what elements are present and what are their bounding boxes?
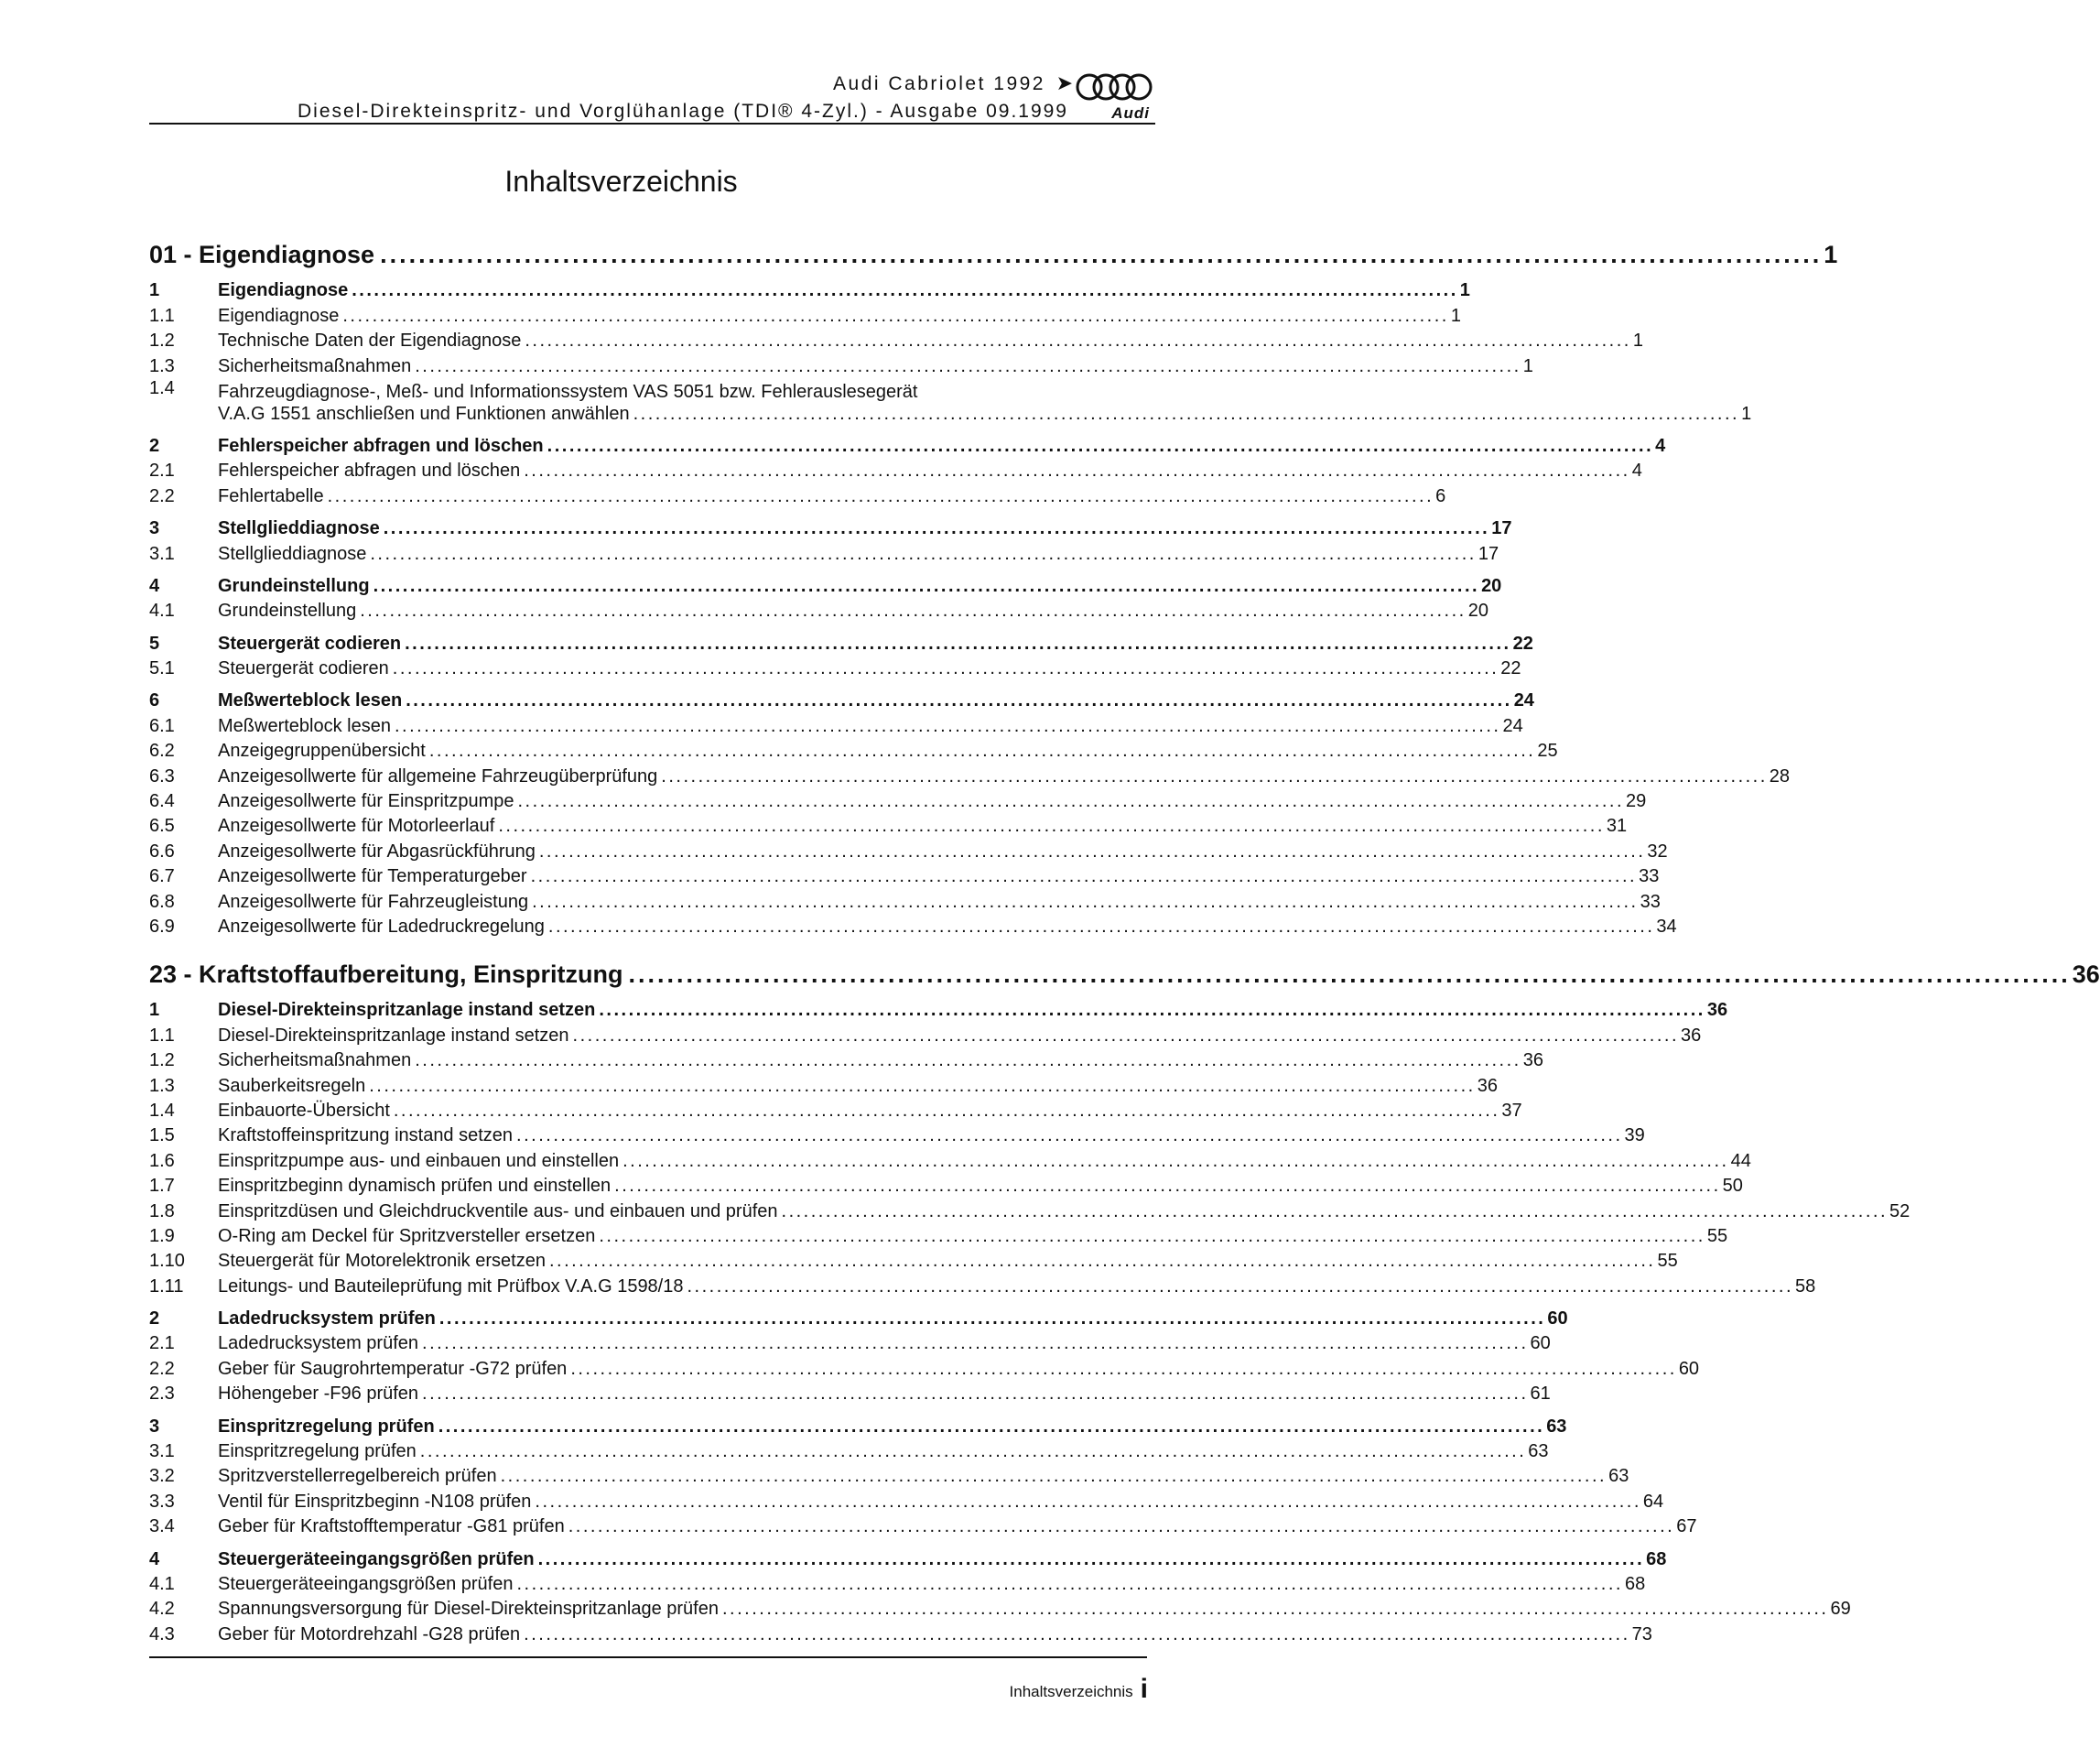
leader-dots: ...................................................................................................................................................... [535,1491,1641,1512]
leader-dots: ...................................................................................................................................................... [422,1333,1529,1354]
entry-number: 6.1 [149,715,175,736]
entry-number: 1.7 [149,1176,175,1197]
toc-subsection[interactable] [149,1222,1728,1247]
entry-number: 2.1 [149,461,175,482]
entry-page: 52 [1889,1200,1911,1221]
toc-chapter[interactable] [149,956,2100,989]
toc-subsection[interactable] [149,1047,1543,1071]
entry-page: 1 [1632,331,1643,352]
leader-dots: ...................................................................................................................................................... [352,280,1458,301]
entry-title: Anzeigesollwerte für Einspritzpumpe [218,791,514,812]
entry-number: 2 [149,435,160,456]
entry-page: 22 [1500,658,1521,679]
entry-title: Sicherheitsmaßnahmen [218,1050,412,1071]
entry-page: 60 [1547,1308,1568,1329]
page-title: Inhaltsverzeichnis [504,165,738,198]
entry-title: Geber für Motordrehzahl -G28 prüfen [218,1623,521,1644]
toc-subsection[interactable] [149,301,1461,326]
toc-subsection[interactable] [149,539,1499,564]
leader-dots: ...................................................................................................................................................... [548,1251,1656,1272]
entry-title: Sicherheitsmaßnahmen [218,355,412,376]
leader-dots: ...................................................................................................................................................... [661,765,1768,787]
entry-title: Anzeigesollwerte für Abgasrückführung [218,841,536,862]
toc-subsection[interactable] [149,1021,1702,1046]
entry-page: 68 [1646,1548,1667,1569]
entry-number: 6.2 [149,741,175,762]
entry-number: 3.2 [149,1466,175,1487]
page-header [149,66,1155,128]
toc-subsection[interactable] [149,1329,1551,1354]
entry-title: Steuergerät codieren [218,658,389,679]
entry-title: Diesel-Direkteinspritzanlage instand setzen [218,1025,569,1046]
entry-title: Leitungs- und Bauteileprüfung mit Prüfbox V.A.G 1598/18 [218,1275,684,1297]
entry-page: 63 [1608,1466,1629,1487]
toc-subsection[interactable] [149,1247,1678,1272]
toc-subsection[interactable] [149,711,1523,736]
leader-dots: ...................................................................................................................................................... [373,575,1480,596]
entry-title: Anzeigesollwerte für Motorleerlauf [218,816,495,837]
entry-title: Spannungsversorgung für Diesel-Direkteinspritzanlage prüfen [218,1599,719,1620]
leader-dots: ...................................................................................................................................................... [392,658,1499,679]
entry-title: Anzeigegruppenübersicht [218,741,426,762]
toc-subsection[interactable] [149,1272,1816,1297]
entry-page: 63 [1528,1441,1549,1462]
entry-title: Anzeigesollwerte für Ladedruckregelung [218,916,545,937]
leader-dots: ...................................................................................................................................................... [383,518,1490,539]
entry-number: 3.3 [149,1491,175,1512]
toc-subsection[interactable] [149,1513,1697,1537]
entry-page: 55 [1657,1251,1678,1272]
entry-number: 1 [149,280,160,301]
table-of-contents [149,236,2100,1645]
entry-page: 24 [1513,690,1534,711]
toc-subsection[interactable] [149,1487,1664,1512]
entry-title: Meßwerteblock lesen [218,690,403,711]
entry-title: Einspritzdüsen und Gleichdruckventile aus- und einbauen und prüfen [218,1200,778,1221]
entry-number: 6.9 [149,916,175,937]
entry-page: 64 [1642,1491,1664,1512]
entry-number: 1.6 [149,1150,175,1171]
entry-number: 4.1 [149,601,175,622]
toc-section[interactable] [149,1545,1667,1569]
entry-number: 4 [149,575,160,596]
entry-title: Anzeigesollwerte für Fahrzeugleistung [218,891,529,912]
entry-title: Fehlertabelle [218,485,324,506]
leader-dots: ...................................................................................................................................................... [687,1275,1793,1297]
entry-page: 73 [1631,1623,1652,1644]
entry-page: 68 [1624,1573,1646,1594]
entry-page: 1 [1450,305,1461,326]
entry-page: 1 [1741,403,1752,424]
entry-page: 20 [1481,575,1502,596]
entry-title: Technische Daten der Eigendiagnose [218,331,522,352]
entry-title: Einspritzregelung prüfen [218,1441,417,1462]
leader-dots: ...................................................................................................................................................... [500,1466,1607,1487]
toc-subsection[interactable] [149,1438,1549,1462]
leader-dots: ...................................................................................................................................................... [370,543,1477,564]
chapter-title: 23 - Kraftstoffaufbereitung, Einspritzung [149,960,623,988]
toc-subsection[interactable] [149,655,1521,679]
entry-page: 44 [1730,1150,1751,1171]
entry-page: 4 [1655,435,1666,456]
entry-number: 1.5 [149,1125,175,1146]
toc-section[interactable] [149,515,1512,539]
entry-title: Einspritzbeginn dynamisch prüfen und einstellen [218,1176,612,1197]
entry-page: 1 [1522,355,1533,376]
entry-number: 3.1 [149,543,175,564]
toc-section[interactable] [149,1305,1568,1329]
entry-page: 36 [1681,1025,1702,1046]
leader-dots: ...................................................................................................................................................... [516,1573,1623,1594]
leader-dots: ...................................................................................................................................................... [524,1623,1630,1644]
entry-number: 2.3 [149,1384,175,1405]
toc-subsection[interactable] [149,1354,1700,1379]
entry-title: Eigendiagnose [218,305,340,326]
toc-subsection[interactable] [149,863,1660,887]
entry-title: Steuergerät für Motorelektronik ersetzen [218,1251,546,1272]
toc-subsection[interactable] [149,887,1661,912]
toc-section[interactable] [149,1412,1567,1437]
leader-dots: ...................................................................................................................................................... [498,816,1605,837]
entry-title: Kraftstoffeinspritzung instand setzen [218,1125,514,1146]
entry-title: Ladedrucksystem prüfen [218,1308,436,1329]
footer-label: Inhaltsverzeichnis [1009,1683,1133,1700]
leader-dots: ...................................................................................................................................................... [524,461,1630,482]
leader-dots: ...................................................................................................................................................... [360,601,1467,622]
entry-number: 5.1 [149,658,175,679]
leader-dots: ...................................................................................................................................................... [633,403,1740,424]
leader-dots: ...................................................................................................................................................... [342,305,1449,326]
toc-subsection[interactable] [149,913,1677,938]
toc-subsection[interactable] [149,482,1446,506]
entry-number: 1.3 [149,355,175,376]
leader-dots: ...................................................................................................................................................... [517,791,1624,812]
entry-page: 36 [1477,1075,1498,1096]
leader-dots: ...................................................................................................................................................... [369,1075,1476,1096]
leader-dots: ...................................................................................................................................................... [530,866,1638,887]
leader-dots: ...................................................................................................................................................... [547,435,1654,456]
entry-page: 32 [1647,841,1668,862]
leader-dots: ...................................................................................................................................................... [572,1025,1680,1046]
leader-dots: ...................................................................................................................................................... [628,960,2071,988]
entry-title: Einbauorte-Übersicht [218,1100,390,1121]
entry-title: Ladedrucksystem prüfen [218,1333,419,1354]
leader-dots: ...................................................................................................................................................... [721,1599,1829,1620]
toc-section[interactable] [149,687,1534,711]
entry-title: Meßwerteblock lesen [218,715,391,736]
entry-title: Grundeinstellung [218,601,357,622]
toc-subsection[interactable] [149,837,1668,862]
entry-title: Stellglieddiagnose [218,543,367,564]
entry-title: Geber für Saugrohrtemperatur -G72 prüfen [218,1358,568,1379]
entry-page: 37 [1501,1100,1522,1121]
entry-number: 6.7 [149,866,175,887]
entry-page: 24 [1502,715,1523,736]
entry-title: Ventil für Einspritzbeginn -N108 prüfen [218,1491,532,1512]
entry-title: Diesel-Direkteinspritzanlage instand setzen [218,1000,596,1021]
entry-page: 67 [1676,1516,1697,1537]
entry-page: 60 [1678,1358,1700,1379]
toc-chapter[interactable] [149,236,1838,269]
entry-number: 1.9 [149,1225,175,1246]
entry-number: 1.2 [149,1050,175,1071]
entry-number: 2.2 [149,1358,175,1379]
entry-title: Steuergeräteeingangsgrößen prüfen [218,1548,535,1569]
entry-number: 1.4 [149,377,175,398]
toc-subsection[interactable] [149,597,1488,622]
entry-number: 2.1 [149,1333,175,1354]
entry-title: Fehlerspeicher abfragen und löschen [218,461,521,482]
toc-subsection[interactable] [149,352,1533,376]
leader-dots: ...................................................................................................................................................... [394,715,1501,736]
entry-number: 4.2 [149,1599,175,1620]
leader-dots: ...................................................................................................................................................... [327,485,1434,506]
entry-title: Höhengeber -F96 prüfen [218,1384,419,1405]
entry-number: 1.4 [149,1100,175,1121]
leader-dots: ...................................................................................................................................................... [599,1225,1705,1246]
entry-page: 58 [1795,1275,1816,1297]
toc-subsection[interactable] [149,1146,1751,1171]
toc-subsection[interactable] [149,1570,1646,1595]
toc-subsection[interactable] [149,1197,1911,1221]
audi-rings-icon [1073,71,1155,103]
toc-subsection[interactable] [149,457,1642,482]
toc-subsection[interactable] [149,1595,1851,1620]
leader-dots: ...................................................................................................................................................... [415,355,1521,376]
toc-section[interactable] [149,996,1728,1021]
entry-page: 33 [1640,891,1661,912]
leader-dots: ...................................................................................................................................................... [525,331,1631,352]
entry-page: 31 [1606,816,1628,837]
toc-subsection[interactable] [149,1122,1645,1146]
entry-number: 1.2 [149,331,175,352]
entry-number: 5 [149,633,160,654]
entry-number: 6.5 [149,816,175,837]
entry-page: 33 [1639,866,1660,887]
entry-number: 6.3 [149,765,175,787]
entry-title: Stellglieddiagnose [218,518,380,539]
toc-subsection[interactable] [149,812,1628,837]
arrow-icon: ➤ [1055,71,1073,94]
entry-title-continued: V.A.G 1551 anschließen und Funktionen anwählen [218,403,630,424]
toc-subsection[interactable] [149,327,1643,352]
entry-page: 61 [1530,1384,1551,1405]
entry-title: Steuergerät codieren [218,633,402,654]
entry-number: 1.1 [149,1025,175,1046]
entry-page: 6 [1435,485,1446,506]
leader-dots: ...................................................................................................................................................... [405,633,1511,654]
chapter-title: 01 - Eigendiagnose [149,241,375,268]
toc-subsection[interactable] [149,1462,1629,1487]
leader-dots: ...................................................................................................................................................... [428,741,1536,762]
entry-title: Einspritzpumpe aus- und einbauen und einstellen [218,1150,620,1171]
audi-logo [1073,71,1155,123]
toc-subsection[interactable] [149,787,1647,812]
entry-number: 4 [149,1548,160,1569]
leader-dots: ...................................................................................................................................................... [622,1150,1729,1171]
entry-page: 60 [1530,1333,1551,1354]
entry-number: 6.6 [149,841,175,862]
entry-number: 1.8 [149,1200,175,1221]
entry-page: 36 [1522,1050,1543,1071]
entry-number: 6.8 [149,891,175,912]
entry-page: 55 [1706,1225,1728,1246]
entry-page: 4 [1631,461,1642,482]
leader-dots: ...................................................................................................................................................... [599,1000,1705,1021]
entry-page: 34 [1656,916,1677,937]
header-model: Audi Cabriolet 1992 [833,73,1045,94]
entry-number: 2 [149,1308,160,1329]
entry-title: O-Ring am Deckel für Spritzversteller ersetzen [218,1225,596,1246]
entry-title: Fahrzeugdiagnose-, Meß- und Informationssystem VAS 5051 bzw. Fehlerauslesegerät [218,381,918,402]
entry-number: 1.1 [149,305,175,326]
toc-subsection[interactable] [149,1097,1522,1122]
entry-number: 1.10 [149,1251,185,1272]
entry-number: 6.4 [149,791,175,812]
leader-dots: ...................................................................................................................................................... [419,1441,1527,1462]
toc-section[interactable] [149,432,1666,457]
entry-number: 3 [149,518,160,539]
toc-subsection[interactable] [149,377,1752,425]
entry-number: 2.2 [149,485,175,506]
entry-page: 25 [1537,741,1558,762]
leader-dots: ...................................................................................................................................................... [781,1200,1889,1221]
entry-page: 69 [1830,1599,1851,1620]
entry-number: 1 [149,1000,160,1021]
toc-subsection[interactable] [149,762,1791,787]
page-footer [1009,1674,1148,1704]
entry-number: 4.1 [149,1573,175,1594]
entry-title: Fehlerspeicher abfragen und löschen [218,435,544,456]
toc-subsection[interactable] [149,1071,1498,1096]
entry-number: 1.3 [149,1075,175,1096]
toc-subsection[interactable] [149,1380,1551,1405]
chapter-page: 36 [2072,960,2100,988]
leader-dots: ...................................................................................................................................................... [538,841,1646,862]
leader-dots: ...................................................................................................................................................... [406,690,1512,711]
entry-title: Anzeigesollwerte für allgemeine Fahrzeugüberprüfung [218,765,658,787]
entry-page: 1 [1459,280,1470,301]
leader-dots: ...................................................................................................................................................... [537,1548,1645,1569]
leader-dots: ...................................................................................................................................................... [570,1358,1677,1379]
entry-page: 63 [1546,1416,1567,1437]
footer-rule [149,1656,1147,1658]
entry-number: 6 [149,690,160,711]
leader-dots: ...................................................................................................................................................... [614,1176,1721,1197]
leader-dots: ...................................................................................................................................................... [415,1050,1521,1071]
entry-page: 50 [1722,1176,1743,1197]
leader-dots: ...................................................................................................................................................... [380,241,1823,268]
leader-dots: ...................................................................................................................................................... [516,1125,1623,1146]
footer-page-numeral: i [1140,1674,1148,1704]
leader-dots: ...................................................................................................................................................... [568,1516,1675,1537]
entry-title: Sauberkeitsregeln [218,1075,366,1096]
entry-page: 28 [1769,765,1791,787]
entry-page: 39 [1624,1125,1645,1146]
entry-page: 17 [1478,543,1499,564]
entry-number: 3 [149,1416,160,1437]
leader-dots: ...................................................................................................................................................... [393,1100,1500,1121]
entry-title: Spritzverstellerregelbereich prüfen [218,1466,497,1487]
leader-dots: ...................................................................................................................................................... [422,1384,1529,1405]
entry-title: Eigendiagnose [218,280,349,301]
entry-page: 22 [1512,633,1533,654]
chapter-page: 1 [1824,241,1838,268]
toc-section[interactable] [149,629,1533,654]
entry-title: Steuergeräteeingangsgrößen prüfen [218,1573,514,1594]
leader-dots: ...................................................................................................................................................... [438,1416,1545,1437]
entry-page: 29 [1626,791,1647,812]
logo-text: Audi [1111,104,1150,122]
entry-number: 4.3 [149,1623,175,1644]
toc-section[interactable] [149,277,1470,301]
header-subtitle: Diesel-Direkteinspritz- und Vorglühanlage (TDI® 4-Zyl.) - Ausgabe 09.1999 [298,101,1068,122]
entry-page: 20 [1467,601,1488,622]
entry-page: 17 [1491,518,1512,539]
entry-number: 3.1 [149,1441,175,1462]
entry-title: Grundeinstellung [218,575,370,596]
toc-section[interactable] [149,572,1502,597]
leader-dots: ...................................................................................................................................................... [547,916,1655,937]
entry-page: 36 [1706,1000,1728,1021]
toc-subsection[interactable] [149,1172,1743,1197]
toc-subsection[interactable] [149,737,1558,762]
entry-title: Einspritzregelung prüfen [218,1416,435,1437]
leader-dots: ...................................................................................................................................................... [532,891,1639,912]
entry-title: Anzeigesollwerte für Temperaturgeber [218,866,527,887]
entry-title: Geber für Kraftstofftemperatur -G81 prüfen [218,1516,565,1537]
entry-number: 3.4 [149,1516,175,1537]
entry-number: 1.11 [149,1275,184,1297]
header-rule [149,123,1155,125]
leader-dots: ...................................................................................................................................................... [438,1308,1546,1329]
toc-subsection[interactable] [149,1620,1652,1644]
